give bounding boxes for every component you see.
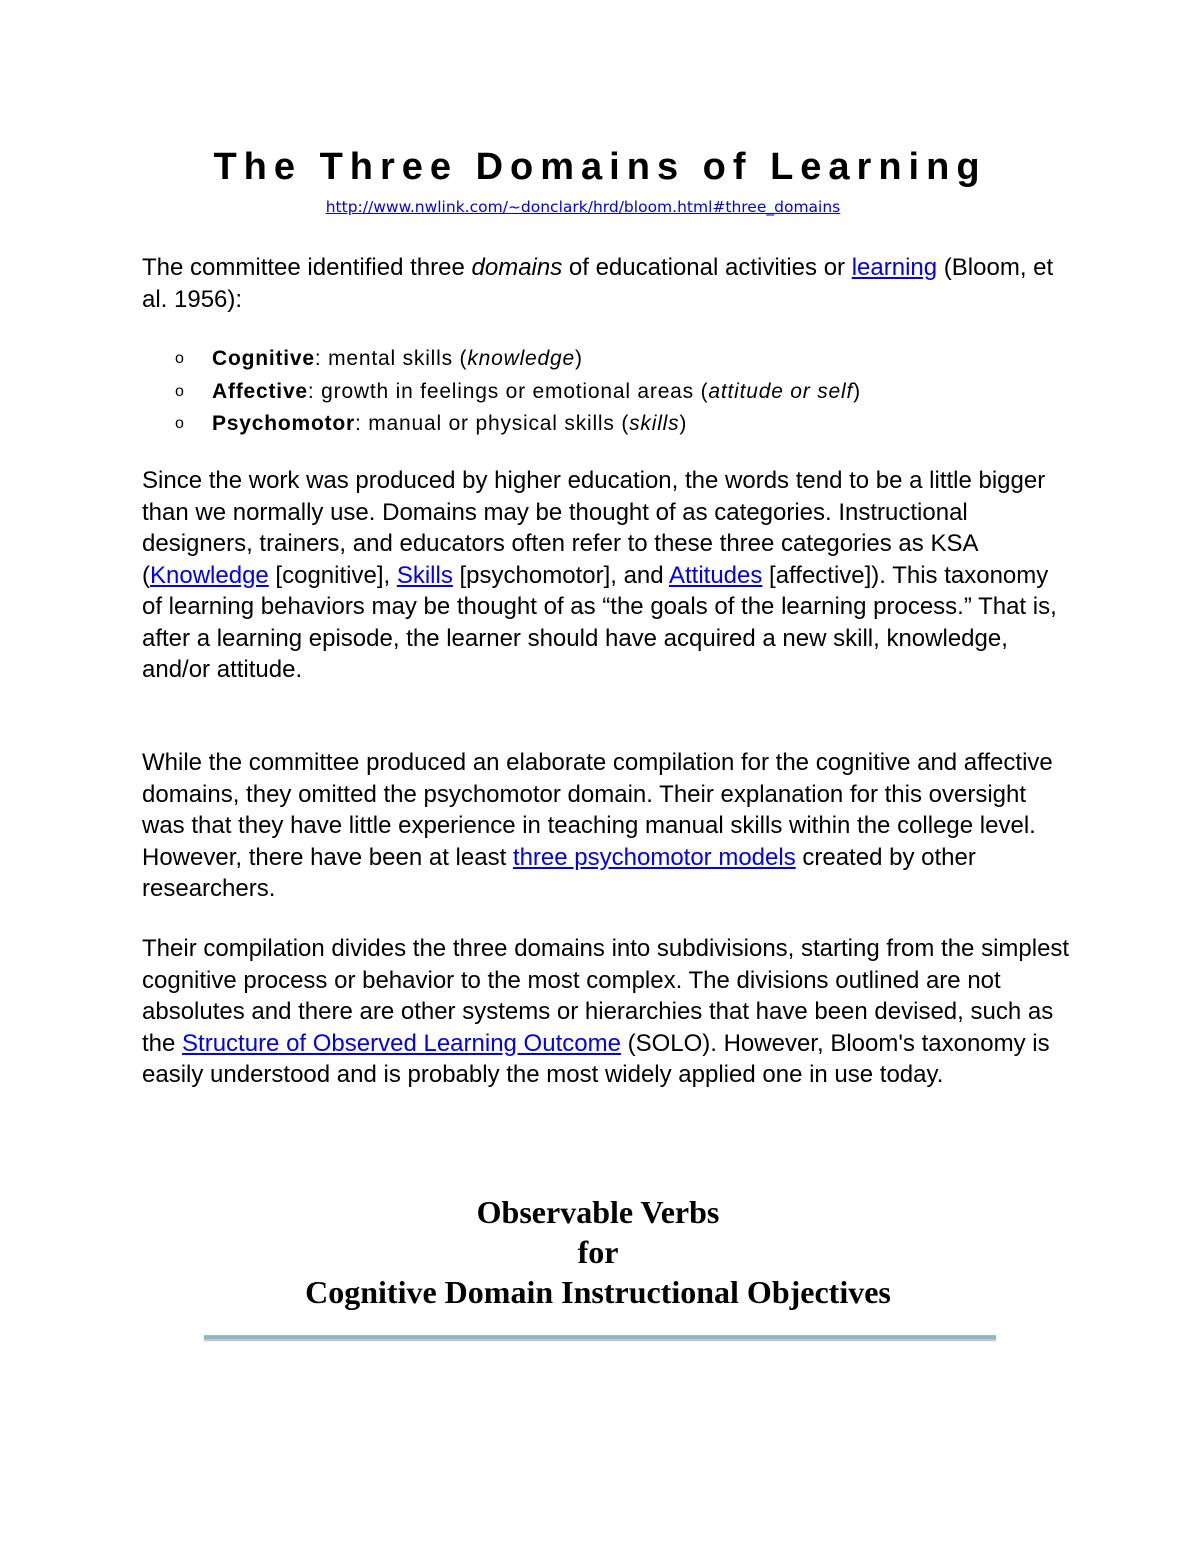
domain-name: Cognitive — [212, 347, 315, 370]
domain-desc: : mental skills ( — [314, 347, 468, 370]
domain-close: ) — [853, 379, 861, 403]
heading-line: for — [577, 1234, 619, 1270]
bullet-icon: o — [175, 382, 185, 400]
intro-text: (Bloom, et al. 1956): — [142, 254, 1054, 313]
domain-name: Psychomotor — [212, 412, 355, 435]
heading-line: Cognitive Domain Instructional Objectives — [305, 1274, 891, 1310]
intro-paragraph — [142, 252, 1072, 315]
paragraph-text: (SOLO). However, Bloom's taxonomy is easily understood and is probably the most widely applied one in use today. — [142, 1029, 1050, 1088]
bullet-icon: o — [175, 415, 185, 432]
domain-name: Affective — [212, 379, 308, 403]
list-item — [142, 408, 1072, 441]
domain-example: attitude or self — [708, 379, 854, 403]
paragraph-text: Their compilation divides the three domains into subdivisions, starting from the simplest cognitive process or behavior to the most complex. The divisions outlined are not absolutes and there are other systems or hierarchies that have been devised, such as the — [142, 935, 1070, 1057]
psychomotor-paragraph — [142, 747, 1072, 905]
solo-link[interactable]: Structure of Observed Learning Outcome — [182, 1029, 621, 1057]
list-item — [142, 376, 1072, 409]
paragraph-text: While the committee produced an elaborate compilation for the cognitive and affective domains, they omitted the psychomotor domain. Their explanation for this oversight was that they have little experience in teaching manual skills within the college level. However, there have been at least — [142, 749, 1053, 871]
section-heading — [0, 1192, 1196, 1312]
domain-close: ) — [574, 347, 583, 370]
domain-desc: : manual or physical skills ( — [355, 412, 630, 435]
domain-desc: : growth in feelings or emotional areas ( — [307, 379, 709, 403]
attitudes-link[interactable]: Attitudes — [668, 561, 763, 589]
source-url-link[interactable]: http://www.nwlink.com/~donclark/hrd/bloom.html#three_domains — [325, 198, 841, 216]
intro-text: of educational activities or — [562, 254, 852, 281]
intro-text: The committee identified three — [142, 254, 472, 281]
ksa-paragraph — [142, 465, 1072, 686]
psychomotor-models-link[interactable]: three psychomotor models — [512, 843, 796, 871]
domain-example: knowledge — [467, 347, 575, 370]
domain-example: skills — [629, 412, 680, 435]
page-title: The Three Domains of Learning — [213, 146, 987, 188]
skills-link[interactable]: Skills — [396, 561, 453, 589]
intro-italic: domains — [471, 254, 563, 281]
bullet-icon: o — [175, 350, 185, 367]
heading-line: Observable Verbs — [476, 1194, 720, 1230]
paragraph-text: [psychomotor], and — [452, 561, 669, 589]
horizontal-rule — [204, 1335, 996, 1340]
paragraph-text: Since the work was produced by higher education, the words tend to be a little bigger than we normally use. Domains may be thought of as categories. Instructional designers, trainers, and educators often refer to these three categories as KSA ( — [142, 467, 1046, 589]
paragraph-text: created by other researchers. — [142, 843, 976, 902]
knowledge-link[interactable]: Knowledge — [150, 561, 269, 589]
domain-list — [142, 343, 1072, 441]
learning-link[interactable]: learning — [851, 254, 938, 281]
solo-paragraph — [142, 933, 1072, 1091]
list-item — [142, 343, 1072, 376]
domain-close: ) — [679, 412, 688, 435]
paragraph-text: [cognitive], — [268, 561, 397, 589]
paragraph-text: [affective]). This taxonomy of learning behaviors may be thought of as “the goals of the learning process.” That is, after a learning episode, the learner should have acquired a new skill, knowledge, and/or attitude. — [142, 561, 1057, 683]
